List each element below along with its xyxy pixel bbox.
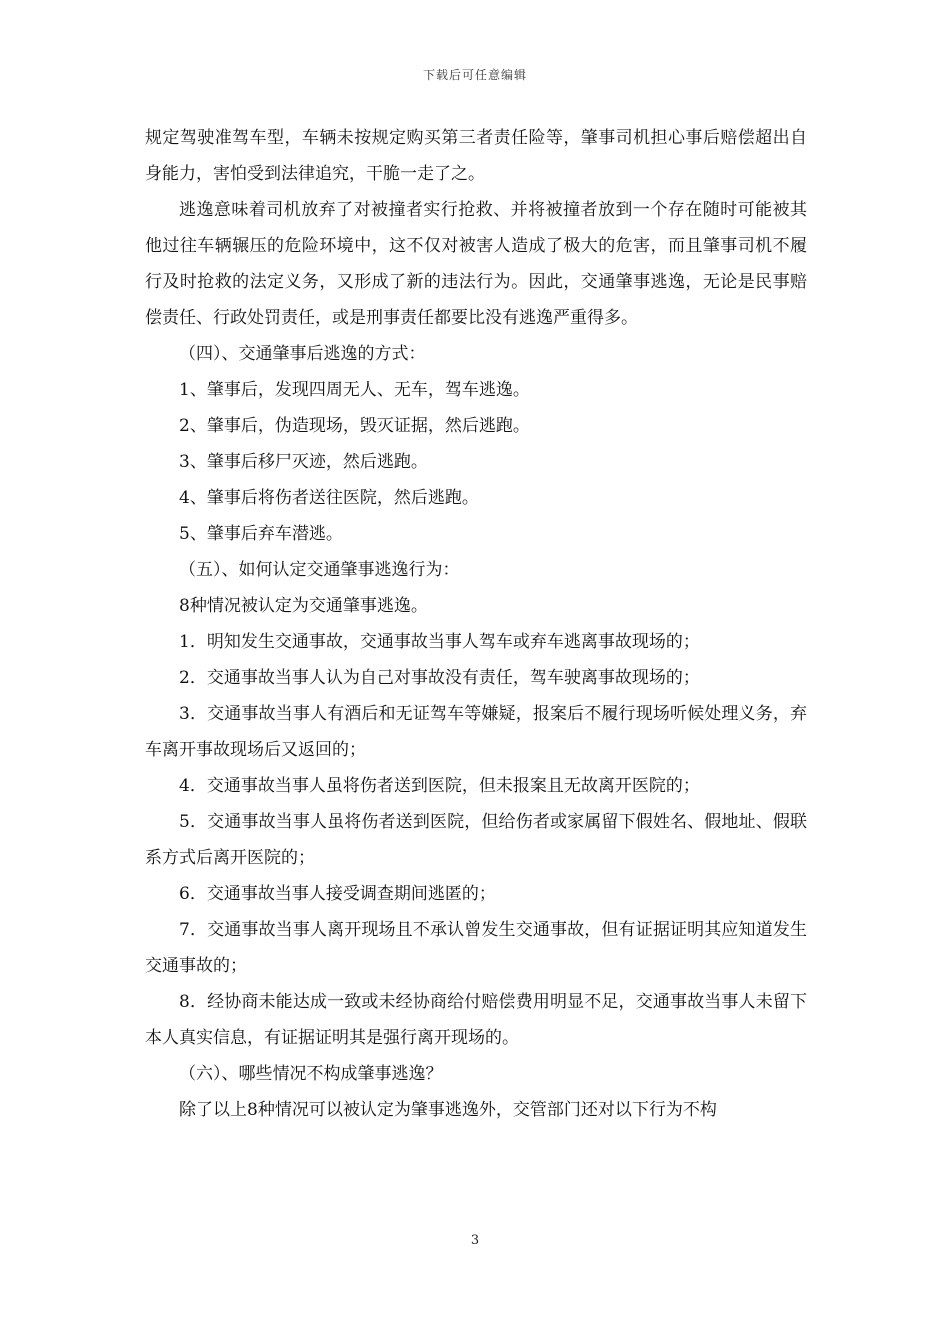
list-item: 4．交通事故当事人虽将伤者送到医院，但未报案且无故离开医院的； [179, 776, 700, 796]
paragraph: 8种情况被认定为交通肇事逃逸。 [179, 596, 428, 616]
list-item: 2．交通事故当事人认为自己对事故没有责任，驾车驶离事故现场的； [179, 668, 700, 688]
list-item: 3．交通事故当事人有酒后和无证驾车等嫌疑，报案后不履行现场听候处理义务，弃车离开事故现场后又返回的； [145, 704, 807, 760]
list-item: 3、肇事后移尸灭迹，然后逃跑。 [179, 452, 428, 472]
list-item: 6．交通事故当事人接受调查期间逃匿的； [179, 884, 496, 904]
list-item: 8．经协商未能达成一致或未经协商给付赔偿费用明显不足，交通事故当事人未留下本人真实信息，有证据证明其是强行离开现场的。 [145, 992, 807, 1048]
list-item: 5．交通事故当事人虽将伤者送到医院，但给伤者或家属留下假姓名、假地址、假联系方式后离开医院的； [145, 812, 807, 868]
section-heading: （四）、交通肇事后逃逸的方式： [179, 344, 426, 364]
list-item: 1．明知发生交通事故，交通事故当事人驾车或弃车逃离事故现场的； [179, 632, 700, 652]
page-number: 3 [470, 1233, 480, 1248]
paragraph: 逃逸意味着司机放弃了对被撞者实行抢救、并将被撞者放到一个存在随时可能被其他过往车辆辗压的危险环境中，这不仅对被害人造成了极大的危害，而且肇事司机不履行及时抢救的法定义务，又形成了新的违法行为。因此，交通肇事逃逸，无论是民事赔偿责任、行政处罚责任，或是刑事责任都要比没有逃逸严重得多。 [145, 200, 807, 328]
page-header: 下载后可任意编辑 [422, 68, 527, 82]
document-body [145, 120, 807, 1128]
list-item: 4、肇事后将伤者送往医院，然后逃跑。 [179, 488, 479, 508]
section-heading: （六）、哪些情况不构成肇事逃逸？ [179, 1064, 443, 1084]
paragraph: 除了以上8种情况可以被认定为肇事逃逸外，交管部门还对以下行为不构 [179, 1100, 717, 1120]
list-item: 5、肇事后弃车潜逃。 [179, 524, 343, 544]
list-item: 2、肇事后，伪造现场，毁灭证据，然后逃跑。 [179, 416, 530, 436]
list-item: 7．交通事故当事人离开现场且不承认曾发生交通事故，但有证据证明其应知道发生交通事故的； [145, 920, 807, 976]
list-item: 1、肇事后，发现四周无人、无车，驾车逃逸。 [179, 380, 530, 400]
paragraph: 规定驾驶准驾车型，车辆未按规定购买第三者责任险等，肇事司机担心事后赔偿超出自身能力，害怕受到法律追究，干脆一走了之。 [145, 128, 807, 184]
section-heading: （五）、如何认定交通肇事逃逸行为： [179, 560, 460, 580]
